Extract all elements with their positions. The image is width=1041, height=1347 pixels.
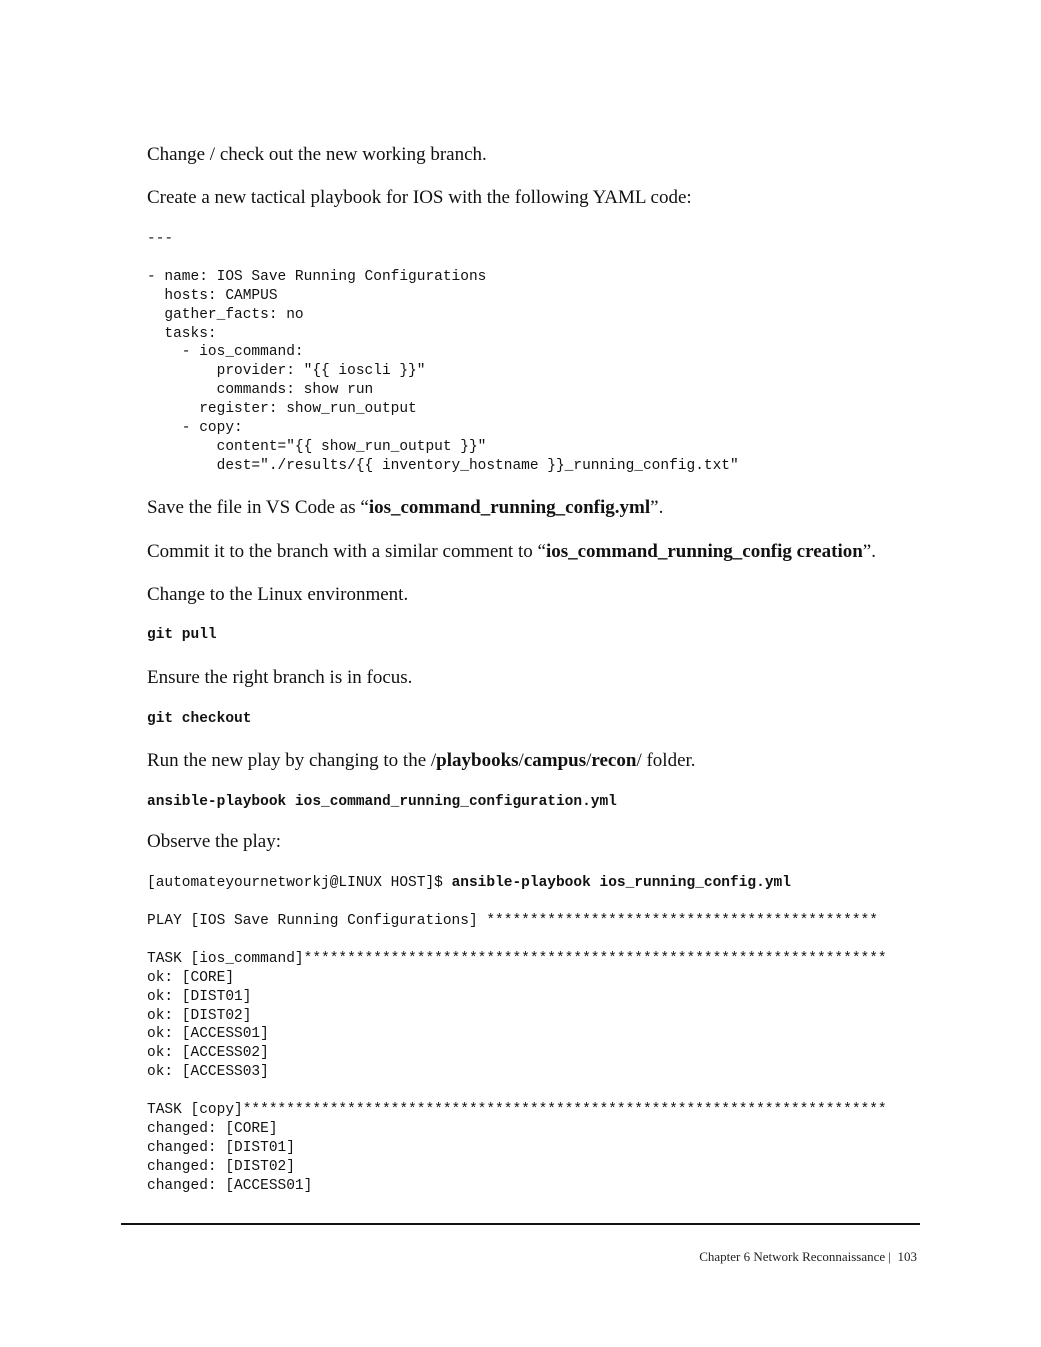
para-observe: Observe the play: — [147, 831, 282, 852]
page-footer — [699, 1249, 917, 1265]
cmd-git-pull: git pull — [147, 627, 217, 643]
footer-rule — [121, 1223, 920, 1225]
shell-command: ansible-playbook ios_running_config.yml — [451, 875, 791, 891]
play-output-block: PLAY [IOS Save Running Configurations] ********************************************* TASK [ios_command]******************************************************************* ok: [CORE] ok: [DIST01] ok: [DIST02] ok: [ACCESS01] ok: [ACCESS02] ok: [ACCESS03] TASK [copy]************************************************************************** changed: [CORE] changed: [DIST01] changed: [DIST02] changed: [ACCESS01] — [147, 913, 887, 1194]
cmd-ansible-playbook: ansible-playbook ios_command_running_configuration.yml — [147, 794, 617, 810]
para-checkout-branch: Change / check out the new working branch. — [147, 144, 487, 165]
footer-separator: | — [888, 1249, 891, 1264]
commit-comment: ios_command_running_config creation — [545, 541, 863, 562]
page-number: 103 — [897, 1249, 917, 1264]
path-separator-1: / — [518, 750, 524, 771]
yaml-code-block: --- - name: IOS Save Running Configurations hosts: CAMPUS gather_facts: no tasks: - ios_command: provider: "{{ ioscli }}" commands: show run register: show_run_output - copy: content="{{ show_run_output }}" dest="./results/{{ inventory_hostname }}_running_config.txt" — [147, 231, 739, 474]
path-campus: campus — [523, 750, 587, 771]
para-save-after: ”. — [650, 497, 664, 518]
playbook-filename: ios_command_running_config.yml — [368, 497, 651, 518]
path-separator-2: / — [586, 750, 592, 771]
para-create-playbook: Create a new tactical playbook for IOS with the following YAML code: — [147, 187, 692, 208]
cmd-git-checkout: git checkout — [147, 711, 252, 727]
para-commit-after: ”. — [862, 541, 876, 562]
para-save-before: Save the file in VS Code as “ — [147, 497, 369, 518]
para-ensure-branch: Ensure the right branch is in focus. — [147, 667, 413, 688]
para-commit — [147, 541, 947, 563]
shell-prompt: [automateyournetworkj@LINUX HOST]$ — [147, 875, 452, 891]
para-run-after: / folder. — [636, 750, 696, 771]
path-playbooks: playbooks — [436, 750, 519, 771]
path-recon: recon — [591, 750, 637, 771]
footer-chapter: Chapter 6 Network Reconnaissance — [699, 1249, 886, 1264]
para-run-before: Run the new play by changing to the / — [147, 750, 437, 771]
para-commit-before: Commit it to the branch with a similar comment to “ — [147, 541, 546, 562]
para-linux-env: Change to the Linux environment. — [147, 584, 409, 605]
output-prompt-line — [147, 874, 791, 893]
para-save-file — [147, 497, 947, 519]
para-run-play — [147, 750, 947, 772]
